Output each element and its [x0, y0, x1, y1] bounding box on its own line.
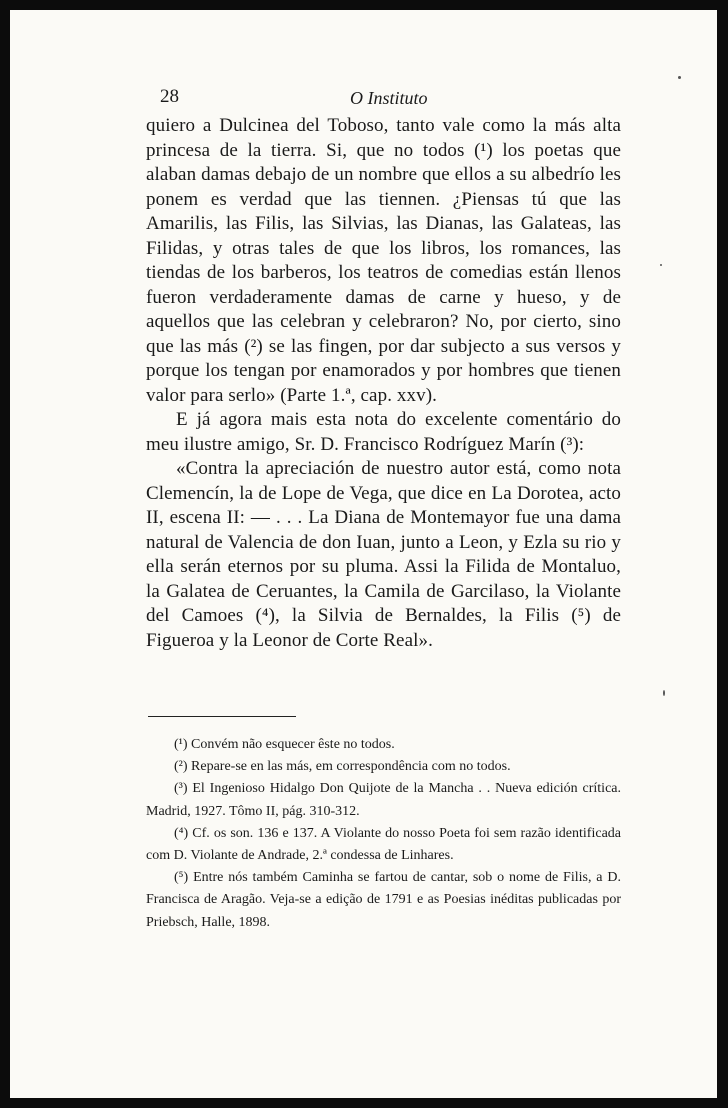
footnote-5: (⁵) Entre nós também Caminha se fartou de cantar, sob o nome de Filis, a D. Francisca de Aragão. Veja-se a edição de 1791 e as Poesias inéditas publicadas por Priebsch, Halle, 1898.: [146, 870, 621, 930]
journal-title: O Instituto: [350, 88, 428, 108]
paragraph-commentary-intro: E já agora mais esta nota do excelente comentário do meu ilustre amigo, Sr. D. Francisco Rodríguez Marín (³):: [146, 409, 621, 455]
footnotes: [146, 734, 621, 934]
footnote-1: (¹) Convém não esquecer êste no todos.: [174, 737, 395, 752]
footnote-2: (²) Repare-se en las más, em correspondência com no todos.: [174, 759, 511, 775]
body-text: [146, 114, 621, 653]
footnote-4: (⁴) Cf. os son. 136 e 137. A Violante do nosso Poeta foi sem razão identificada com D. Violante de Andrade, 2.ª condessa de Linhares.: [146, 825, 621, 864]
footnote-3: (³) El Ingenioso Hidalgo Don Quijote de la Mancha . . Nueva edición crítica. Madrid, 1927. Tômo II, pág. 310-312.: [146, 781, 621, 819]
paragraph-quote-continuation: quiero a Dulcinea del Toboso, tanto vale como la más alta princesa de la tierra. Si, que no todos (¹) los poetas que alaban damas debajo de un nombre que ellos a su albedrío les ponem es verdad que las tiennen. ¿Piensas tú que las Amarilis, las Filis, las Silvias, las Dianas, las Galateas, las Filidas, y otras tales de que los libros, los romances, las tiendas de los barberos, los teatros de comedias están llenos fueron verdaderamente damas de carne y hueso, y de aquellos que las celebran y celebraron? No, por cierto, sino que las más (²) se las fingen, por dar subjecto a sus versos y porque los tengan por enamorados y por hombres que tienen valor para serlo» (Parte 1.ª, cap. xxv).: [146, 115, 621, 406]
footnote-divider: [148, 716, 296, 717]
paragraph-clemencin-quote: «Contra la apreciación de nuestro autor está, como nota Clemencín, la de Lope de Vega, que dice en La Dorotea, acto II, escena II: — . . . La Diana de Montemayor fue una dama natural de Valencia de don Iuan, junto a Leon, y Ezla su rio y ella serán eternos por su pluma. Assi la Filida de Montaluo, la Galatea de Ceruantes, la Camila de Garcilaso, la Violante del Camoes (⁴), la Silvia de Bernaldes, la Filis (⁵) de Figueroa y la Leonor de Corte Real».: [146, 458, 621, 651]
page-number: 28: [160, 86, 179, 107]
book-page: [10, 10, 717, 1098]
running-head: [10, 80, 717, 110]
